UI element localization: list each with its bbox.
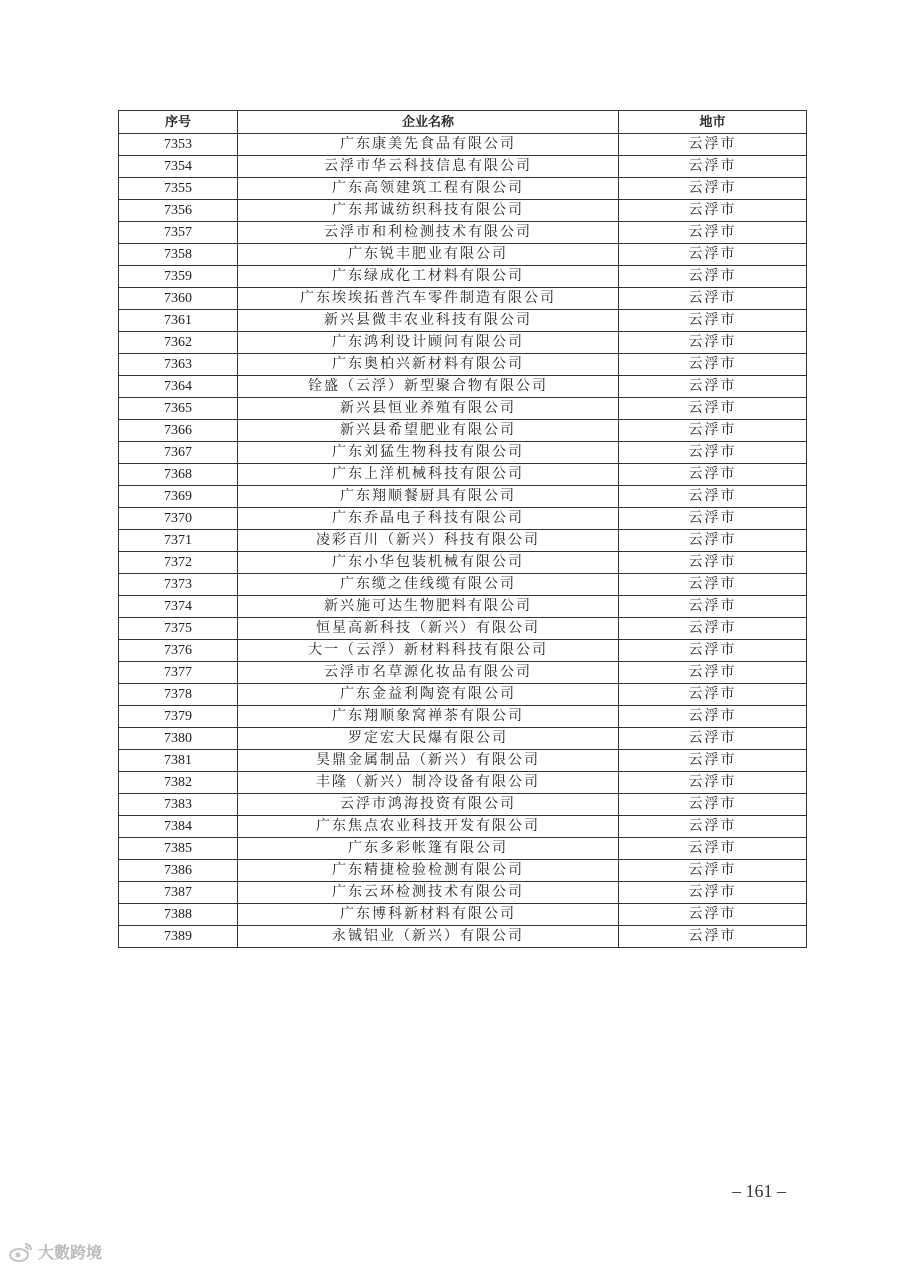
table-row <box>119 618 807 640</box>
cell-seq: 7380 <box>119 728 238 750</box>
table-row <box>119 904 807 926</box>
cell-company-name: 广东邦诚纺织科技有限公司 <box>238 200 619 222</box>
cell-seq: 7359 <box>119 266 238 288</box>
cell-seq: 7374 <box>119 596 238 618</box>
cell-company-name: 昊鼎金属制品（新兴）有限公司 <box>238 750 619 772</box>
table-row <box>119 772 807 794</box>
cell-city: 云浮市 <box>619 310 807 332</box>
cell-seq: 7377 <box>119 662 238 684</box>
cell-company-name: 广东金益利陶瓷有限公司 <box>238 684 619 706</box>
cell-city: 云浮市 <box>619 596 807 618</box>
cell-seq: 7370 <box>119 508 238 530</box>
cell-company-name: 广东缆之佳线缆有限公司 <box>238 574 619 596</box>
cell-seq: 7360 <box>119 288 238 310</box>
table-row <box>119 332 807 354</box>
cell-seq: 7362 <box>119 332 238 354</box>
header-seq: 序号 <box>119 111 238 134</box>
cell-city: 云浮市 <box>619 398 807 420</box>
table-row <box>119 486 807 508</box>
table-row <box>119 288 807 310</box>
table-row <box>119 794 807 816</box>
cell-seq: 7382 <box>119 772 238 794</box>
cell-city: 云浮市 <box>619 728 807 750</box>
table-row <box>119 882 807 904</box>
cell-city: 云浮市 <box>619 662 807 684</box>
cell-seq: 7357 <box>119 222 238 244</box>
table-row <box>119 750 807 772</box>
cell-seq: 7375 <box>119 618 238 640</box>
table-row <box>119 354 807 376</box>
cell-company-name: 广东高领建筑工程有限公司 <box>238 178 619 200</box>
cell-city: 云浮市 <box>619 222 807 244</box>
cell-seq: 7353 <box>119 134 238 156</box>
table-row <box>119 464 807 486</box>
cell-company-name: 丰隆（新兴）制冷设备有限公司 <box>238 772 619 794</box>
cell-city: 云浮市 <box>619 266 807 288</box>
cell-company-name: 广东焦点农业科技开发有限公司 <box>238 816 619 838</box>
cell-company-name: 永铖铝业（新兴）有限公司 <box>238 926 619 948</box>
cell-city: 云浮市 <box>619 332 807 354</box>
cell-city: 云浮市 <box>619 530 807 552</box>
cell-company-name: 广东翔顺餐厨具有限公司 <box>238 486 619 508</box>
table-row <box>119 376 807 398</box>
table-row <box>119 552 807 574</box>
cell-city: 云浮市 <box>619 860 807 882</box>
company-table <box>118 110 807 948</box>
cell-seq: 7356 <box>119 200 238 222</box>
table-row <box>119 662 807 684</box>
cell-company-name: 新兴施可达生物肥料有限公司 <box>238 596 619 618</box>
cell-seq: 7355 <box>119 178 238 200</box>
cell-city: 云浮市 <box>619 420 807 442</box>
cell-company-name: 云浮市华云科技信息有限公司 <box>238 156 619 178</box>
cell-city: 云浮市 <box>619 200 807 222</box>
cell-seq: 7363 <box>119 354 238 376</box>
cell-seq: 7371 <box>119 530 238 552</box>
cell-city: 云浮市 <box>619 926 807 948</box>
cell-company-name: 广东精捷检验检测有限公司 <box>238 860 619 882</box>
cell-company-name: 凌彩百川（新兴）科技有限公司 <box>238 530 619 552</box>
cell-city: 云浮市 <box>619 706 807 728</box>
cell-company-name: 广东多彩帐篷有限公司 <box>238 838 619 860</box>
cell-city: 云浮市 <box>619 354 807 376</box>
cell-seq: 7361 <box>119 310 238 332</box>
cell-seq: 7354 <box>119 156 238 178</box>
cell-company-name: 新兴县希望肥业有限公司 <box>238 420 619 442</box>
cell-company-name: 大一（云浮）新材料科技有限公司 <box>238 640 619 662</box>
table-body <box>119 134 807 948</box>
weibo-logo-icon <box>8 1241 34 1263</box>
cell-seq: 7386 <box>119 860 238 882</box>
cell-city: 云浮市 <box>619 376 807 398</box>
cell-seq: 7368 <box>119 464 238 486</box>
table-row <box>119 266 807 288</box>
table-row <box>119 728 807 750</box>
cell-company-name: 云浮市鸿海投资有限公司 <box>238 794 619 816</box>
cell-company-name: 广东奥柏兴新材料有限公司 <box>238 354 619 376</box>
cell-city: 云浮市 <box>619 156 807 178</box>
cell-seq: 7376 <box>119 640 238 662</box>
table-header-row <box>119 111 807 134</box>
cell-company-name: 广东绿成化工材料有限公司 <box>238 266 619 288</box>
table-row <box>119 442 807 464</box>
cell-city: 云浮市 <box>619 574 807 596</box>
table-row <box>119 200 807 222</box>
cell-company-name: 广东乔晶电子科技有限公司 <box>238 508 619 530</box>
cell-company-name: 广东博科新材料有限公司 <box>238 904 619 926</box>
cell-city: 云浮市 <box>619 772 807 794</box>
cell-seq: 7379 <box>119 706 238 728</box>
cell-city: 云浮市 <box>619 178 807 200</box>
cell-company-name: 广东埃埃拓普汽车零件制造有限公司 <box>238 288 619 310</box>
watermark-text: 大數跨境 <box>38 1243 103 1262</box>
header-company-name: 企业名称 <box>238 111 619 134</box>
cell-city: 云浮市 <box>619 244 807 266</box>
table-row <box>119 244 807 266</box>
page-number: – 161 – <box>732 1181 786 1201</box>
cell-city: 云浮市 <box>619 464 807 486</box>
cell-company-name: 新兴县微丰农业科技有限公司 <box>238 310 619 332</box>
cell-company-name: 广东小华包装机械有限公司 <box>238 552 619 574</box>
cell-city: 云浮市 <box>619 618 807 640</box>
cell-seq: 7372 <box>119 552 238 574</box>
cell-company-name: 铨盛（云浮）新型聚合物有限公司 <box>238 376 619 398</box>
table-row <box>119 178 807 200</box>
cell-city: 云浮市 <box>619 640 807 662</box>
cell-company-name: 广东云环检测技术有限公司 <box>238 882 619 904</box>
table-row <box>119 706 807 728</box>
table-row <box>119 156 807 178</box>
cell-seq: 7383 <box>119 794 238 816</box>
table-row <box>119 816 807 838</box>
cell-city: 云浮市 <box>619 838 807 860</box>
cell-seq: 7385 <box>119 838 238 860</box>
cell-seq: 7364 <box>119 376 238 398</box>
cell-city: 云浮市 <box>619 904 807 926</box>
cell-company-name: 云浮市和利检测技术有限公司 <box>238 222 619 244</box>
cell-company-name: 广东鸿利设计顾问有限公司 <box>238 332 619 354</box>
table-row <box>119 574 807 596</box>
cell-company-name: 罗定宏大民爆有限公司 <box>238 728 619 750</box>
table-row <box>119 398 807 420</box>
cell-city: 云浮市 <box>619 684 807 706</box>
cell-seq: 7369 <box>119 486 238 508</box>
cell-company-name: 广东上洋机械科技有限公司 <box>238 464 619 486</box>
cell-seq: 7358 <box>119 244 238 266</box>
cell-seq: 7373 <box>119 574 238 596</box>
cell-company-name: 广东锐丰肥业有限公司 <box>238 244 619 266</box>
cell-city: 云浮市 <box>619 134 807 156</box>
cell-city: 云浮市 <box>619 508 807 530</box>
table-row <box>119 926 807 948</box>
cell-company-name: 广东康美先食品有限公司 <box>238 134 619 156</box>
cell-seq: 7388 <box>119 904 238 926</box>
table-row <box>119 134 807 156</box>
cell-seq: 7384 <box>119 816 238 838</box>
cell-city: 云浮市 <box>619 750 807 772</box>
table-row <box>119 420 807 442</box>
cell-seq: 7365 <box>119 398 238 420</box>
cell-company-name: 云浮市名草源化妆品有限公司 <box>238 662 619 684</box>
cell-seq: 7367 <box>119 442 238 464</box>
cell-seq: 7366 <box>119 420 238 442</box>
cell-seq: 7387 <box>119 882 238 904</box>
watermark <box>8 1240 102 1263</box>
cell-company-name: 新兴县恒业养殖有限公司 <box>238 398 619 420</box>
cell-seq: 7381 <box>119 750 238 772</box>
cell-seq: 7378 <box>119 684 238 706</box>
table-row <box>119 860 807 882</box>
table-row <box>119 596 807 618</box>
table-row <box>119 508 807 530</box>
table-row <box>119 222 807 244</box>
cell-city: 云浮市 <box>619 288 807 310</box>
cell-company-name: 广东刘猛生物科技有限公司 <box>238 442 619 464</box>
cell-city: 云浮市 <box>619 486 807 508</box>
header-city: 地市 <box>619 111 807 134</box>
cell-city: 云浮市 <box>619 794 807 816</box>
cell-seq: 7389 <box>119 926 238 948</box>
cell-city: 云浮市 <box>619 442 807 464</box>
cell-company-name: 恒星高新科技（新兴）有限公司 <box>238 618 619 640</box>
table-row <box>119 310 807 332</box>
table-row <box>119 640 807 662</box>
table-row <box>119 684 807 706</box>
cell-city: 云浮市 <box>619 816 807 838</box>
cell-city: 云浮市 <box>619 882 807 904</box>
table-row <box>119 530 807 552</box>
cell-company-name: 广东翔顺象窝禅茶有限公司 <box>238 706 619 728</box>
cell-city: 云浮市 <box>619 552 807 574</box>
table-row <box>119 838 807 860</box>
